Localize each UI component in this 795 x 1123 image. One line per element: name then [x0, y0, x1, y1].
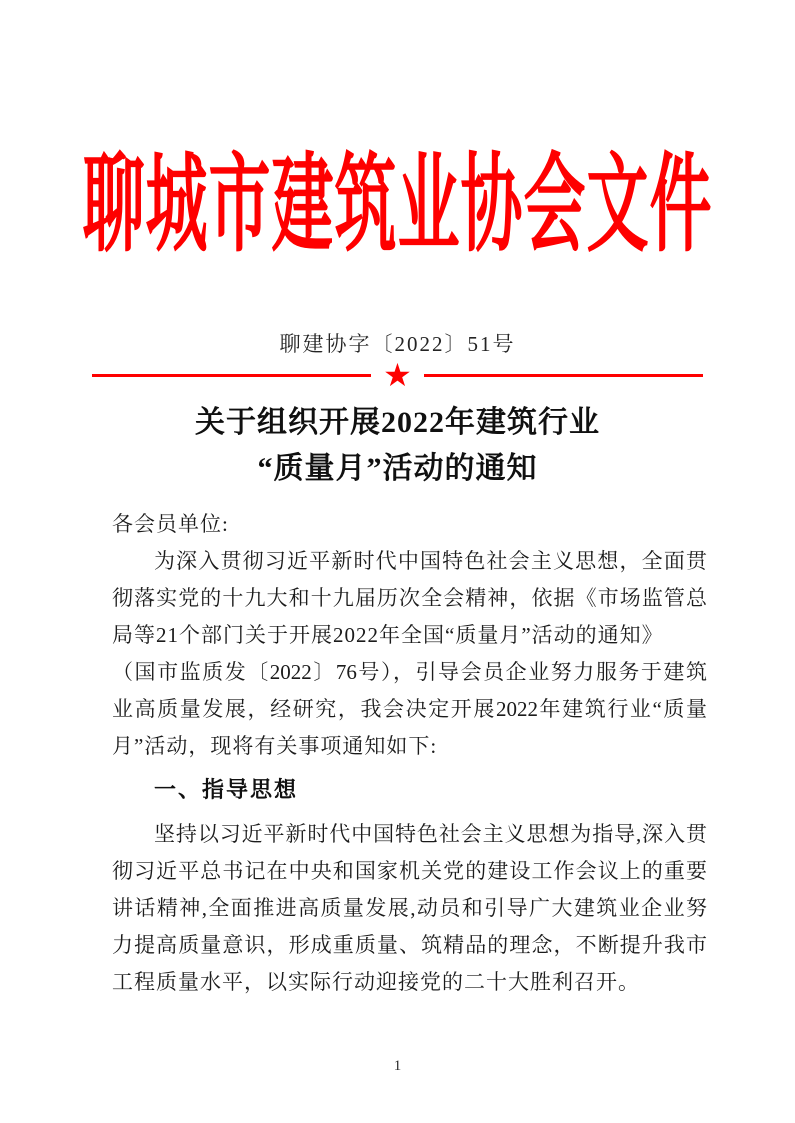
page-number: 1	[393, 1058, 402, 1074]
body-line: 局等21个部门关于开展2022年全国“质量月”活动的通知》	[112, 623, 664, 647]
paragraph-2	[112, 816, 707, 1001]
red-rule-left	[92, 374, 371, 377]
paragraph-1	[112, 543, 707, 765]
body-line: 为深入贯彻习近平新时代中国特色社会主义思想，全面贯	[154, 549, 707, 573]
org-banner-title: 聊城市建筑业协会文件	[82, 147, 713, 265]
body-line: 坚持以习近平新时代中国特色社会主义思想为指导,深入贯	[154, 822, 707, 846]
section-heading-1: 一、指导思想	[154, 777, 299, 802]
red-rule-right	[424, 374, 703, 377]
red-divider	[92, 358, 703, 392]
salutation: 各会员单位:	[112, 512, 229, 536]
document-body	[112, 506, 707, 1001]
body-line: 业高质量发展，经研究，我会决定开展2022年建筑行业“质量	[112, 697, 707, 721]
star-icon: ★	[383, 356, 412, 394]
body-line: （国市监质发〔2022〕76号），引导会员企业努力服务于建筑	[112, 660, 707, 684]
body-line: 讲话精神,全面推进高质量发展,动员和引导广大建筑业企业努	[112, 896, 707, 920]
body-line: 月”活动，现将有关事项通知如下:	[112, 734, 438, 758]
doc-number: 聊建协字〔2022〕51号	[279, 332, 516, 356]
document-title-line1: 关于组织开展2022年建筑行业	[195, 406, 600, 439]
body-line: 彻习近平总书记在中央和国家机关党的建设工作会议上的重要	[112, 859, 707, 883]
document-title-line2: “质量月”活动的通知	[257, 452, 538, 485]
body-line: 工程质量水平，以实际行动迎接党的二十大胜利召开。	[112, 970, 640, 994]
document-title	[0, 400, 795, 492]
red-header-banner	[0, 140, 795, 265]
body-line: 力提高质量意识，形成重质量、筑精品的理念，不断提升我市	[112, 933, 707, 957]
body-line: 彻落实党的十九大和十九届历次全会精神，依据《市场监管总	[112, 586, 707, 610]
